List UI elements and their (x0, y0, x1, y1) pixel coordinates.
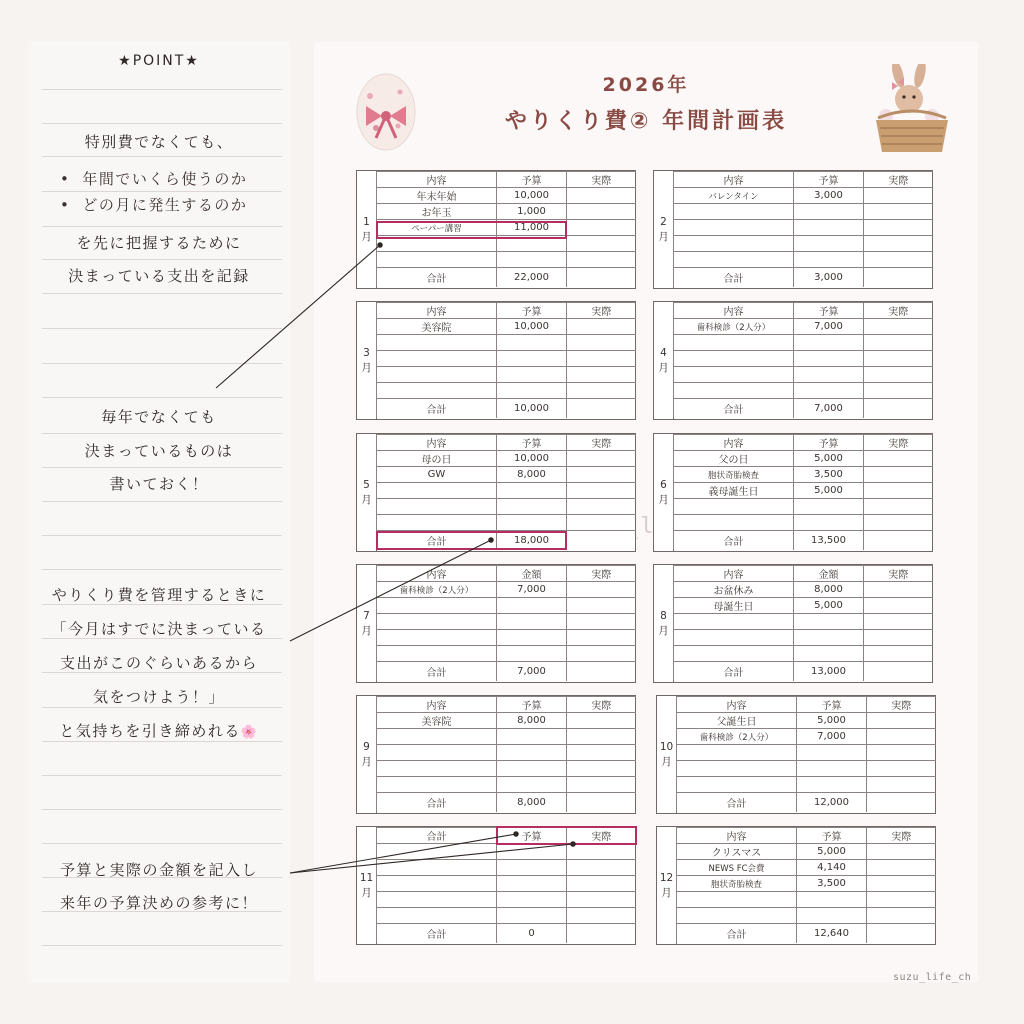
budget-cell: 予算 (497, 303, 567, 319)
item-cell: 歯科検診（2人分） (377, 582, 497, 598)
item-cell: 歯科検診（2人分） (677, 729, 797, 745)
month-label-part: 月 (658, 230, 669, 243)
point-text: 書いておく！ (109, 475, 209, 493)
budget-cell: 10,000 (497, 399, 567, 419)
budget-cell: 8,000 (497, 467, 567, 483)
item-cell: 合計 (674, 662, 794, 682)
item-cell: 義母誕生日 (674, 483, 794, 499)
actual-cell: 実際 (567, 172, 636, 188)
month-label-part: 3 (363, 346, 370, 359)
month-label-part: 月 (661, 886, 672, 899)
budget-cell: 予算 (794, 303, 864, 319)
item-cell: 合計 (674, 399, 794, 419)
budget-cell: 金額 (794, 566, 864, 582)
budget-cell: 13,500 (794, 531, 864, 551)
budget-cell: 0 (497, 924, 567, 944)
budget-cell: 7,000 (497, 662, 567, 682)
item-cell: 内容 (677, 697, 797, 713)
item-cell: 美容院 (377, 319, 497, 335)
item-cell: 内容 (674, 435, 794, 451)
budget-cell: 1,000 (497, 204, 567, 220)
budget-cell: 3,000 (794, 268, 864, 288)
actual-cell: 実際 (567, 828, 636, 844)
actual-cell: 実際 (567, 303, 636, 319)
item-cell: 合計 (377, 662, 497, 682)
budget-cell: 3,500 (794, 467, 864, 483)
month-label-part: 月 (361, 493, 372, 506)
item-cell: 内容 (377, 435, 497, 451)
actual-cell: 実際 (567, 697, 636, 713)
budget-cell: 18,000 (497, 531, 567, 551)
point-text: 予算と実際の金額を記入し (59, 861, 258, 879)
budget-cell: 金額 (497, 566, 567, 582)
actual-cell: 実際 (567, 566, 636, 582)
budget-cell: 8,000 (497, 793, 567, 813)
item-cell: 合計 (674, 531, 794, 551)
budget-cell: 予算 (794, 172, 864, 188)
point-text: 決まっているものは (84, 442, 234, 460)
actual-cell: 実際 (867, 828, 936, 844)
item-cell: 内容 (674, 566, 794, 582)
budget-cell: 10,000 (497, 319, 567, 335)
item-cell: 内容 (377, 697, 497, 713)
item-cell: 内容 (677, 828, 797, 844)
point-text-line: と気持ちを引き締めれる (59, 722, 241, 740)
budget-cell: 5,000 (794, 451, 864, 467)
budget-cell: 22,000 (497, 268, 567, 288)
item-cell: 合計 (377, 828, 497, 844)
item-cell: 合計 (677, 793, 797, 813)
budget-cell: 10,000 (497, 451, 567, 467)
budget-cell: 12,000 (797, 793, 867, 813)
month-label-part: 月 (658, 493, 669, 506)
item-cell: 合計 (377, 793, 497, 813)
budget-cell: 予算 (497, 828, 567, 844)
budget-cell: 4,140 (797, 860, 867, 876)
actual-cell: 実際 (864, 172, 933, 188)
month-label-part: 月 (361, 886, 372, 899)
point-text: 決まっている支出を記録 (68, 267, 250, 285)
budget-cell: 7,000 (797, 729, 867, 745)
budget-cell: 7,000 (794, 319, 864, 335)
month-label-part: 月 (361, 361, 372, 374)
item-cell: NEWS FC会費 (677, 860, 797, 876)
month-label-part: 12 (659, 871, 674, 884)
point-text: 来年の予算決めの参考に！ (59, 894, 258, 912)
budget-cell: 8,000 (497, 713, 567, 729)
budget-cell: 10,000 (497, 188, 567, 204)
item-cell: 母誕生日 (674, 598, 794, 614)
item-cell: 合計 (674, 268, 794, 288)
month-label-part: 月 (361, 624, 372, 637)
actual-cell: 実際 (867, 697, 936, 713)
budget-cell: 5,000 (794, 483, 864, 499)
budget-cell: 予算 (797, 828, 867, 844)
month-label-part: 2 (660, 215, 667, 228)
item-cell: 合計 (377, 399, 497, 419)
item-cell: 内容 (377, 566, 497, 582)
month-label-part: 5 (363, 478, 370, 491)
item-cell: 内容 (377, 172, 497, 188)
item-cell: 内容 (674, 172, 794, 188)
point-text: 「今月はすでに決まっている (51, 620, 267, 638)
budget-cell: 予算 (497, 172, 567, 188)
sheet-title: やりくり費② 年間計画表 (504, 109, 788, 134)
sheet-year: 2026年 (602, 74, 690, 96)
point-title: ★POINT★ (118, 53, 200, 69)
month-label-part: 9 (363, 740, 370, 753)
month-label-part: 10 (659, 740, 674, 753)
month-label-part: 月 (658, 624, 669, 637)
budget-cell: 8,000 (794, 582, 864, 598)
month-label-part: 7 (363, 609, 370, 622)
month-label-part: 1 (363, 215, 370, 228)
item-cell: お年玉 (377, 204, 497, 220)
month-label-part: 月 (658, 361, 669, 374)
item-cell: バレンタイン (674, 188, 794, 204)
bullet-item: • 年間でいくら使うのか (60, 168, 247, 189)
month-label-part: 月 (661, 755, 672, 768)
actual-cell: 実際 (567, 435, 636, 451)
month-label-part: 8 (660, 609, 667, 622)
budget-cell: 7,000 (794, 399, 864, 419)
budget-cell: 3,000 (794, 188, 864, 204)
actual-cell: 実際 (864, 303, 933, 319)
budget-cell: 12,640 (797, 924, 867, 944)
item-cell: 合計 (377, 924, 497, 944)
budget-cell: 13,000 (794, 662, 864, 682)
budget-cell: 5,000 (797, 713, 867, 729)
cherry-blossom-icon: 🌸 (240, 725, 259, 740)
item-cell: お盆休み (674, 582, 794, 598)
month-label-part: 4 (660, 346, 667, 359)
credit-label: suzu_life_ch (893, 972, 972, 983)
month-label-part: 11 (359, 871, 374, 884)
actual-cell: 実際 (864, 435, 933, 451)
item-cell: 内容 (674, 303, 794, 319)
item-cell: クリスマス (677, 844, 797, 860)
budget-cell: 予算 (797, 697, 867, 713)
budget-cell: 予算 (497, 697, 567, 713)
item-cell: 歯科検診（2人分） (674, 319, 794, 335)
item-cell: 合計 (377, 268, 497, 288)
month-label-part: 月 (361, 230, 372, 243)
point-text: 毎年でなくても (101, 408, 217, 426)
point-text: やりくり費を管理するときに (51, 586, 267, 604)
item-cell: 母の日 (377, 451, 497, 467)
point-text: 特別費でなくても、 (84, 133, 234, 151)
item-cell: 胞状奇胎検査 (677, 876, 797, 892)
item-cell: 内容 (377, 303, 497, 319)
actual-cell: 実際 (864, 566, 933, 582)
item-cell: 合計 (377, 531, 497, 551)
item-cell: 父誕生日 (677, 713, 797, 729)
point-text: 気をつけよう！」 (92, 688, 225, 706)
item-cell: 美容院 (377, 713, 497, 729)
month-label-part: 6 (660, 478, 667, 491)
item-cell: 年末年始 (377, 188, 497, 204)
budget-cell: 7,000 (497, 582, 567, 598)
item-cell: ペーパー講習 (377, 220, 497, 236)
budget-cell: 11,000 (497, 220, 567, 236)
point-text: 支出がこのぐらいあるから (59, 654, 258, 672)
month-label-part: 月 (361, 755, 372, 768)
item-cell: GW (377, 467, 497, 483)
budget-cell: 5,000 (794, 598, 864, 614)
item-cell: 合計 (677, 924, 797, 944)
item-cell: 胞状奇胎検査 (674, 467, 794, 483)
budget-cell: 5,000 (797, 844, 867, 860)
bullet-item: • どの月に発生するのか (60, 194, 247, 215)
budget-cell: 予算 (794, 435, 864, 451)
point-text: を先に把握するために (76, 234, 242, 252)
budget-cell: 予算 (497, 435, 567, 451)
item-cell: 父の日 (674, 451, 794, 467)
budget-cell: 3,500 (797, 876, 867, 892)
